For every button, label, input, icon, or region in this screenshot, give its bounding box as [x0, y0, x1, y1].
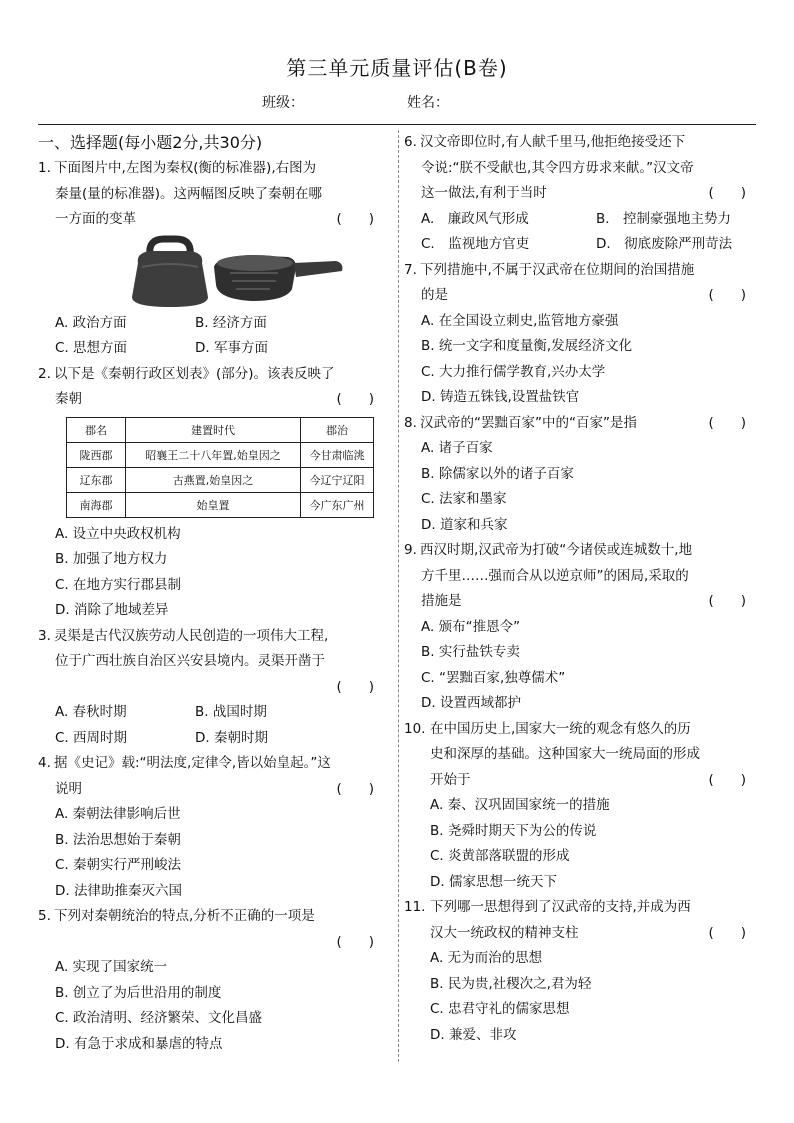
- question-number: 11.: [404, 899, 426, 915]
- question-number: 1.: [38, 160, 51, 176]
- class-label: 班级：: [262, 95, 304, 111]
- question-7: [404, 258, 756, 411]
- question-stem: 秦量(量的标准器)。这两幅图反映了秦朝在哪: [55, 185, 323, 202]
- answer-paren: ( ): [336, 391, 374, 407]
- question-6: [404, 130, 756, 258]
- answer-paren: ( ): [708, 593, 746, 609]
- option-d: D. 秦朝时期: [195, 729, 268, 746]
- option-a: A. 秦朝法律影响后世: [55, 806, 181, 822]
- option-a: A. 颁布“推恩令”: [421, 618, 521, 635]
- table-cell: 辽东郡: [67, 467, 126, 492]
- question-5: [38, 904, 384, 1057]
- question-stem: 说明: [55, 780, 82, 797]
- option-a: A. 诸子百家: [421, 440, 493, 456]
- question-stem: 汉武帝的“罢黜百家”中的“百家”是指: [420, 414, 637, 431]
- answer-paren: ( ): [708, 414, 746, 431]
- question-stem: 的是: [421, 287, 448, 303]
- question-number: 9.: [404, 542, 417, 558]
- question-stem: 下列哪一思想得到了汉武帝的支持,并成为西: [430, 899, 691, 915]
- option-b: B. 经济方面: [195, 314, 267, 331]
- question-1: [38, 156, 384, 362]
- header-rule: [38, 124, 756, 125]
- option-d: D. 彻底废除严刑苛法: [596, 236, 733, 252]
- answer-paren: ( ): [336, 211, 374, 227]
- option-b: B. 法治思想始于秦朝: [55, 831, 181, 848]
- option-b: B. 统一文字和度量衡,发展经济文化: [421, 338, 633, 354]
- answer-paren: ( ): [336, 678, 374, 695]
- option-c: C. “罢黜百家,独尊儒术”: [421, 669, 566, 686]
- table-cell: 今辽宁辽阳: [301, 467, 374, 492]
- question-stem: 这一做法,有利于当时: [421, 185, 547, 201]
- option-c: C. 忠君守礼的儒家思想: [430, 1001, 570, 1017]
- question-stem: 在中国历史上,国家大一统的观念有悠久的历: [430, 720, 691, 737]
- option-a: A. 无为而治的思想: [430, 950, 543, 966]
- option-d: D. 有急于求成和暴虐的特点: [55, 1035, 223, 1052]
- option-b: B. 尧舜时期天下为公的传说: [430, 822, 597, 839]
- table-cell: 陇西郡: [67, 442, 126, 467]
- question-number: 7.: [404, 261, 417, 278]
- answer-paren: ( ): [336, 780, 374, 797]
- option-d: D. 铸造五铢钱,设置盐铁官: [421, 389, 580, 405]
- table-cell: 南海郡: [67, 492, 126, 517]
- option-c: C. 大力推行儒学教育,兴办太学: [421, 363, 606, 380]
- question-stem: 下列对秦朝统治的特点,分析不正确的一项是: [54, 908, 315, 924]
- option-b: B. 民为贵,社稷次之,君为轻: [430, 975, 592, 992]
- option-c: C. 思想方面: [55, 340, 128, 356]
- qin-artifacts-figure: [38, 233, 384, 311]
- question-stem: 史和深厚的基础。这种国家大一统局面的形成: [430, 746, 700, 762]
- option-c: C. 秦朝实行严刑峻法: [55, 857, 182, 873]
- question-number: 5.: [38, 908, 51, 924]
- table-cell: 今广东广州: [301, 492, 374, 517]
- question-stem: 措施是: [421, 593, 462, 609]
- question-stem: 方千里……强而合从以逆京师”的困局,采取的: [421, 567, 689, 584]
- question-stem: 汉文帝即位时,有人献千里马,他拒绝接受还下: [420, 134, 686, 150]
- question-10: [404, 717, 756, 896]
- option-c: C. 监视地方官吏: [421, 236, 530, 252]
- question-number: 2.: [38, 365, 51, 382]
- question-8: [404, 411, 756, 539]
- question-stem: 秦朝: [55, 391, 82, 407]
- table-cell: 始皇置: [126, 492, 301, 517]
- option-d: D. 消除了地域差异: [55, 602, 169, 618]
- option-a: A. 设立中央政权机构: [55, 525, 181, 542]
- answer-paren: ( ): [708, 185, 746, 201]
- option-d: D. 道家和兵家: [421, 516, 508, 533]
- option-c: C. 法家和墨家: [421, 491, 507, 507]
- option-b: B. 加强了地方权力: [55, 551, 168, 567]
- question-9: [404, 538, 756, 717]
- qin-admin-table: [66, 417, 374, 518]
- option-a: A. 廉政风气形成: [421, 210, 529, 227]
- right-column: [404, 130, 756, 1048]
- table-header-row: [67, 417, 374, 442]
- question-stem: 下列措施中,不属于汉武帝在位期间的治国措施: [420, 261, 695, 278]
- table-row: [67, 492, 374, 517]
- option-a: A. 政治方面: [55, 314, 127, 331]
- question-2: [38, 362, 384, 624]
- question-number: 10.: [404, 720, 426, 737]
- qin-weight-and-measure-image: [38, 233, 384, 311]
- answer-paren: ( ): [708, 924, 746, 941]
- option-c: C. 在地方实行郡县制: [55, 576, 182, 593]
- question-stem: 据《史记》载:“明法度,定律令,皆以始皇起。”这: [54, 755, 331, 771]
- table-header: 郡名: [67, 417, 126, 442]
- answer-paren: ( ): [336, 933, 374, 950]
- option-b: B. 控制豪强地主势力: [596, 210, 732, 227]
- option-d: D. 儒家思想一统天下: [430, 873, 557, 890]
- option-c: C. 政治清明、经济繁荣、文化昌盛: [55, 1010, 263, 1026]
- option-b: B. 战国时期: [195, 704, 267, 720]
- question-stem: 一方面的变革: [55, 211, 136, 227]
- column-divider: [398, 130, 399, 1062]
- question-number: 8.: [404, 414, 417, 431]
- section-title: 一、选择题(每小题2分,共30分): [38, 133, 263, 152]
- table-cell: 古燕置,始皇因之: [126, 467, 301, 492]
- option-b: B. 创立了为后世沿用的制度: [55, 984, 222, 1001]
- question-stem: 灵渠是古代汉族劳动人民创造的一项伟大工程,: [54, 627, 329, 644]
- option-a: A. 在全国设立刺史,监管地方豪强: [421, 312, 619, 329]
- question-stem: 下面图片中,左图为秦权(衡的标准器),右图为: [54, 160, 317, 176]
- question-stem: 位于广西壮族自治区兴安县境内。灵渠开凿于: [55, 653, 325, 669]
- table-cell: 昭襄王二十八年置,始皇因之: [126, 442, 301, 467]
- question-11: [404, 895, 756, 1048]
- option-d: D. 兼爱、非攻: [430, 1026, 517, 1043]
- question-number: 4.: [38, 755, 51, 771]
- table-header: 建置时代: [126, 417, 301, 442]
- option-b: B. 除儒家以外的诸子百家: [421, 465, 574, 482]
- question-stem: 令说:“朕不受献也,其令四方毋求来献。”汉文帝: [421, 159, 694, 176]
- answer-paren: ( ): [708, 287, 746, 303]
- question-3: [38, 624, 384, 752]
- option-c: C. 炎黄部落联盟的形成: [430, 848, 570, 864]
- answer-paren: ( ): [708, 771, 746, 788]
- option-c: C. 西周时期: [55, 729, 128, 746]
- table-cell: 今甘肃临洮: [301, 442, 374, 467]
- question-stem: 开始于: [430, 771, 471, 788]
- question-stem: 以下是《秦朝行政区划表》(部分)。该表反映了: [54, 365, 335, 382]
- option-d: D. 法律助推秦灭六国: [55, 882, 182, 899]
- table-row: [67, 442, 374, 467]
- name-label: 姓名：: [407, 95, 449, 111]
- option-d: D. 设置西域都护: [421, 695, 521, 711]
- option-a: A. 春秋时期: [55, 704, 127, 720]
- question-number: 3.: [38, 627, 51, 644]
- question-stem: 汉大一统政权的精神支柱: [430, 924, 579, 941]
- question-4: [38, 751, 384, 904]
- question-number: 6.: [404, 134, 417, 150]
- table-header: 郡治: [301, 417, 374, 442]
- option-d: D. 军事方面: [195, 340, 268, 356]
- option-b: B. 实行盐铁专卖: [421, 644, 520, 660]
- option-a: A. 实现了国家统一: [55, 959, 168, 975]
- option-a: A. 秦、汉巩固国家统一的措施: [430, 797, 610, 813]
- table-row: [67, 467, 374, 492]
- question-stem: 西汉时期,汉武帝为打破“今诸侯或连城数十,地: [420, 542, 693, 558]
- left-column: [38, 130, 384, 1057]
- page-title: 第三单元质量评估(B卷): [286, 56, 508, 80]
